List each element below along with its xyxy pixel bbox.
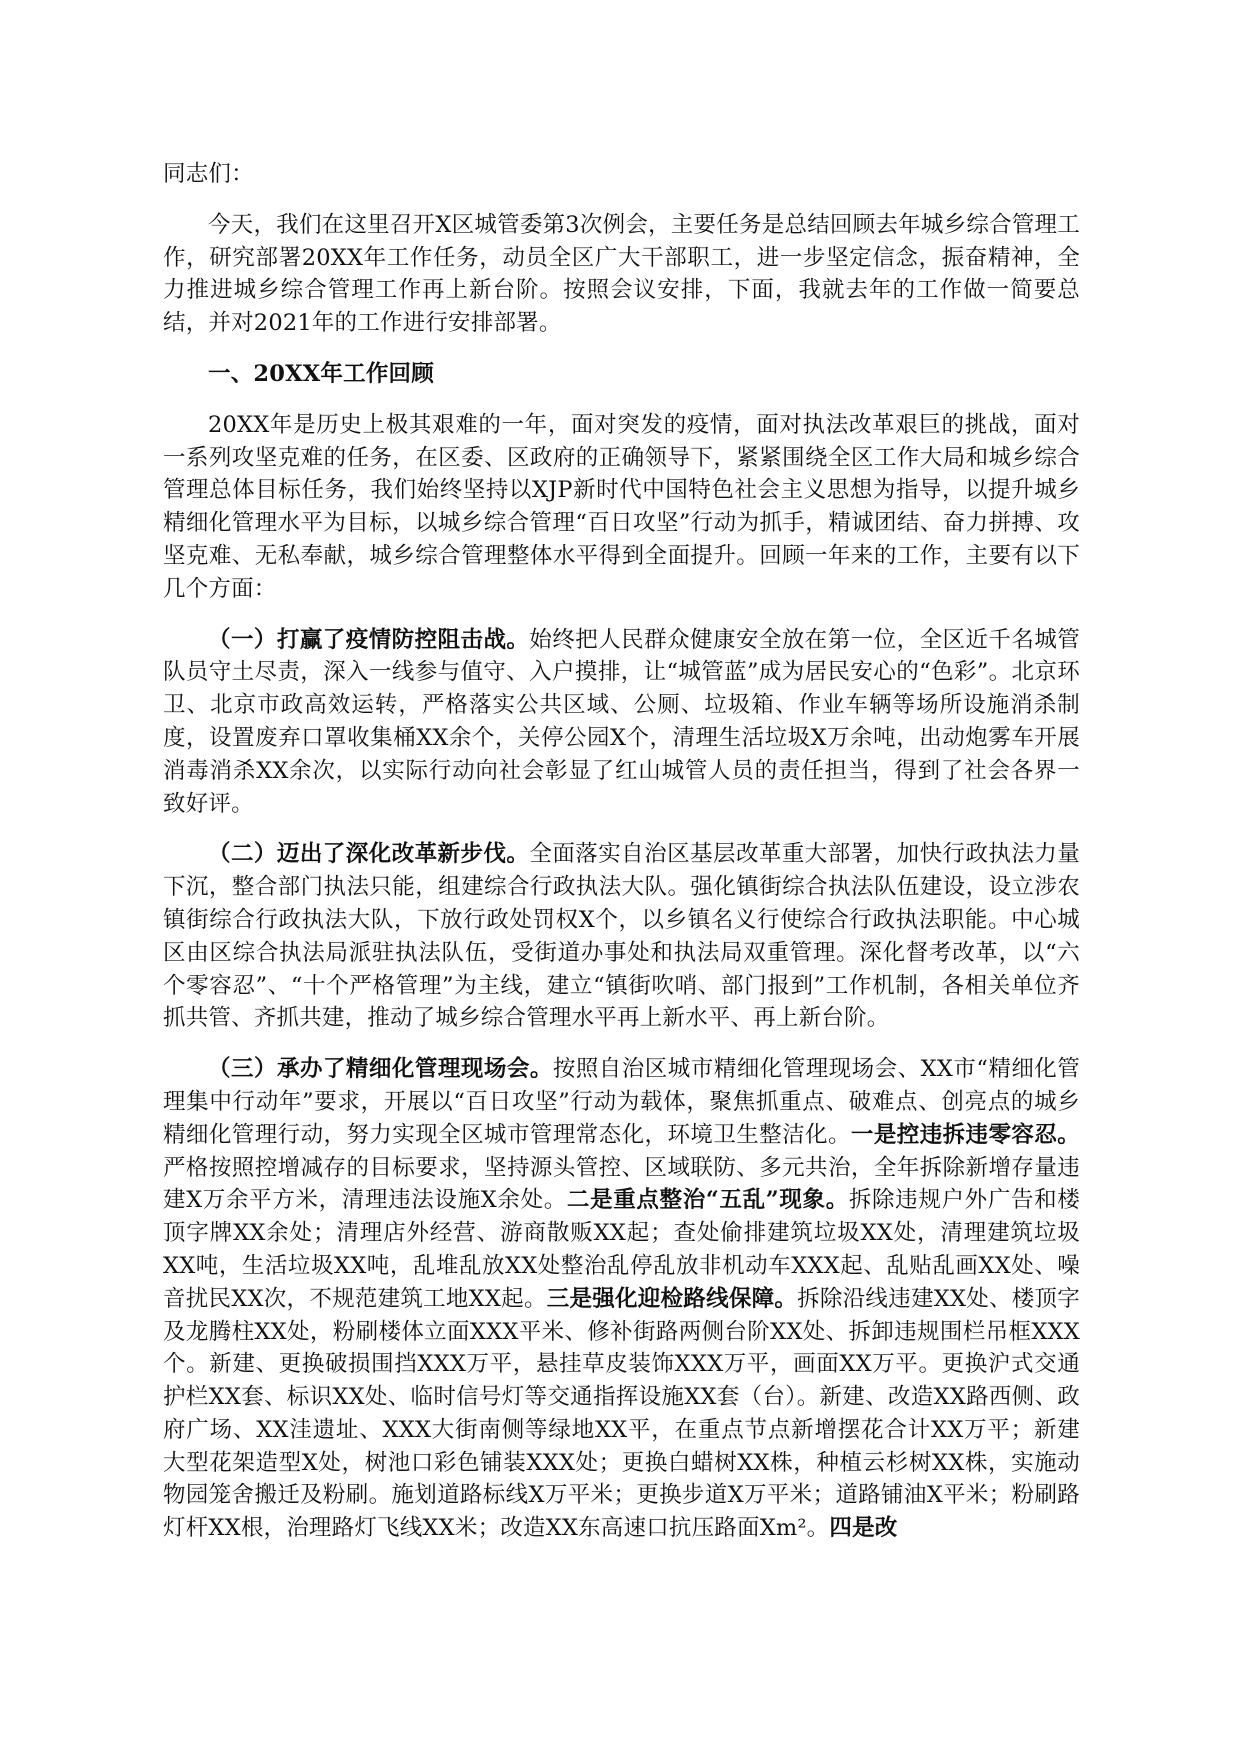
section-heading-review: 一、20XX年工作回顾 bbox=[208, 360, 434, 387]
subitem-title-illegal-construction: 一是控违拆违零容忍。 bbox=[850, 1121, 1080, 1148]
subitem-title-fourth-partial: 四是改 bbox=[829, 1515, 898, 1542]
item-title-refined: （三）承办了精细化管理现场会。 bbox=[208, 1056, 553, 1083]
subitem-title-inspection-route: 三是强化迎检路线保障。 bbox=[546, 1285, 798, 1312]
item-body-reform: 全面落实自治区基层改革重大部署，加快行政执法力量下沉，整合部门执法只能，组建综合行政执法大队。强化镇街综合执法队伍建设，设立涉农镇街综合行政执法大队，下放行政处罚权X个，以乡镇名义行使综合行政执法职能。中心城区由区综合执法局派驻执法队伍，受街道办事处和执法局双重管理。深化督考改革，以“六个零容忍”、“十个严格管理”为主线，建立“镇街吹哨、部门报到”工作机制，各相关单位齐抓共管、齐抓共建，推动了城乡综合管理水平再上新水平、再上新台阶。 bbox=[163, 841, 1080, 1032]
item-epidemic-prevention bbox=[163, 624, 1080, 821]
intro-paragraph: 今天，我们在这里召开X区城管委第3次例会，主要任务是总结回顾去年城乡综合管理工作，研究部署20XX年工作任务，动员全区广大干部职工，进一步坚定信念，振奋精神，全力推进城乡综合管理工作再上新台阶。按照会议安排，下面，我就去年的工作做一简要总结，并对2021年的工作进行安排部署。 bbox=[163, 211, 1080, 337]
item-deepen-reform bbox=[163, 838, 1080, 1035]
subitem-title-five-disorders: 二是重点整治“五乱”现象。 bbox=[566, 1187, 849, 1214]
item-body-refined: 按照自治区城市精细化管理现场会、XX市“精细化管理集中行动年”要求，开展以“百日攻坚”行动为载体，聚焦抓重点、破难点、创亮点的城乡精细化管理行动，努力实现全区城市管理常态化，环境卫生整洁化。 bbox=[163, 1056, 1080, 1148]
item-body-epidemic: 始终把人民群众健康安全放在第一位，全区近千名城管队员守土尽责，深入一线参与值守、入户摸排，让“城管蓝”成为居民安心的“色彩”。北京环卫、北京市政高效运转，严格落实公共区域、公厕、垃圾箱、作业车辆等场所设施消杀制度，设置废弃口罩收集桶XX余个，关停公园X个，清理生活垃圾X万余吨，出动炮雾车开展消毒消杀XX余次，以实际行动向社会彰显了红山城管人员的责任担当，得到了社会各界一致好评。 bbox=[163, 626, 1080, 817]
document-page bbox=[163, 158, 1080, 1563]
salutation: 同志们： bbox=[163, 161, 254, 187]
item-title-epidemic: （一）打赢了疫情防控阻击战。 bbox=[208, 626, 530, 653]
subitem-body-illegal-construction: 严格按照控增减存的目标要求，坚持源头管控、区域联防、多元共治，全年拆除新增存量违建X万余平方米，清理违法设施X余处。 bbox=[163, 1154, 1080, 1214]
item-title-reform: （二）迈出了深化改革新步伐。 bbox=[208, 841, 530, 868]
section-intro-paragraph: 20XX年是历史上极其艰难的一年，面对突发的疫情，面对执法改革艰巨的挑战，面对一系列攻坚克难的任务，在区委、区政府的正确领导下，紧紧围绕全区工作大局和城乡综合管理总体目标任务，我们始终坚持以XJP新时代中国特色社会主义思想为指导，以提升城乡精细化管理水平为目标，以城乡综合管理“百日攻坚”行动为抓手，精诚团结、奋力拼搏、攻坚克难、无私奉献，城乡综合管理整体水平得到全面提升。回顾一年来的工作，主要有以下几个方面： bbox=[163, 411, 1080, 602]
subitem-body-five-disorders: 拆除违规户外广告和楼顶字牌XX余处；清理店外经营、游商散贩XX起；查处偷排建筑垃圾XX处，清理建筑垃圾XX吨，生活垃圾XX吨，乱堆乱放XX处整治乱停乱放非机动车XXX起、乱贴乱画XX处、噪音扰民XX次，不规范建筑工地XX起。 bbox=[163, 1187, 1080, 1312]
item-refined-management bbox=[163, 1053, 1080, 1545]
subitem-body-inspection-route: 拆除沿线违建XX处、楼顶字及龙腾柱XX处，粉刷楼体立面XXX平米、修补街路两侧台阶XX处、拆卸违规围栏吊框XXX个。新建、更换破损围挡XXX万平，悬挂草皮装饰XXX万平，画面XX万平。更换沪式交通护栏XX套、标识XX处、临时信号灯等交通指挥设施XX套（台）。新建、改造XX路西侧、政府广场、XX洼遗址、XXX大街南侧等绿地XX平，在重点节点新增摆花合计XX万平；新建大型花架造型X处，树池口彩色铺装XXX处；更换白蜡树XX株，种植云杉树XX株，实施动物园笼舍搬迁及粉刷。施划道路标线X万平米；更换步道X万平米；道路铺油X平米；粉刷路灯杆XX根，治理路灯飞线XX米；改造XX东高速口抗压路面Xm²。 bbox=[163, 1285, 1080, 1542]
